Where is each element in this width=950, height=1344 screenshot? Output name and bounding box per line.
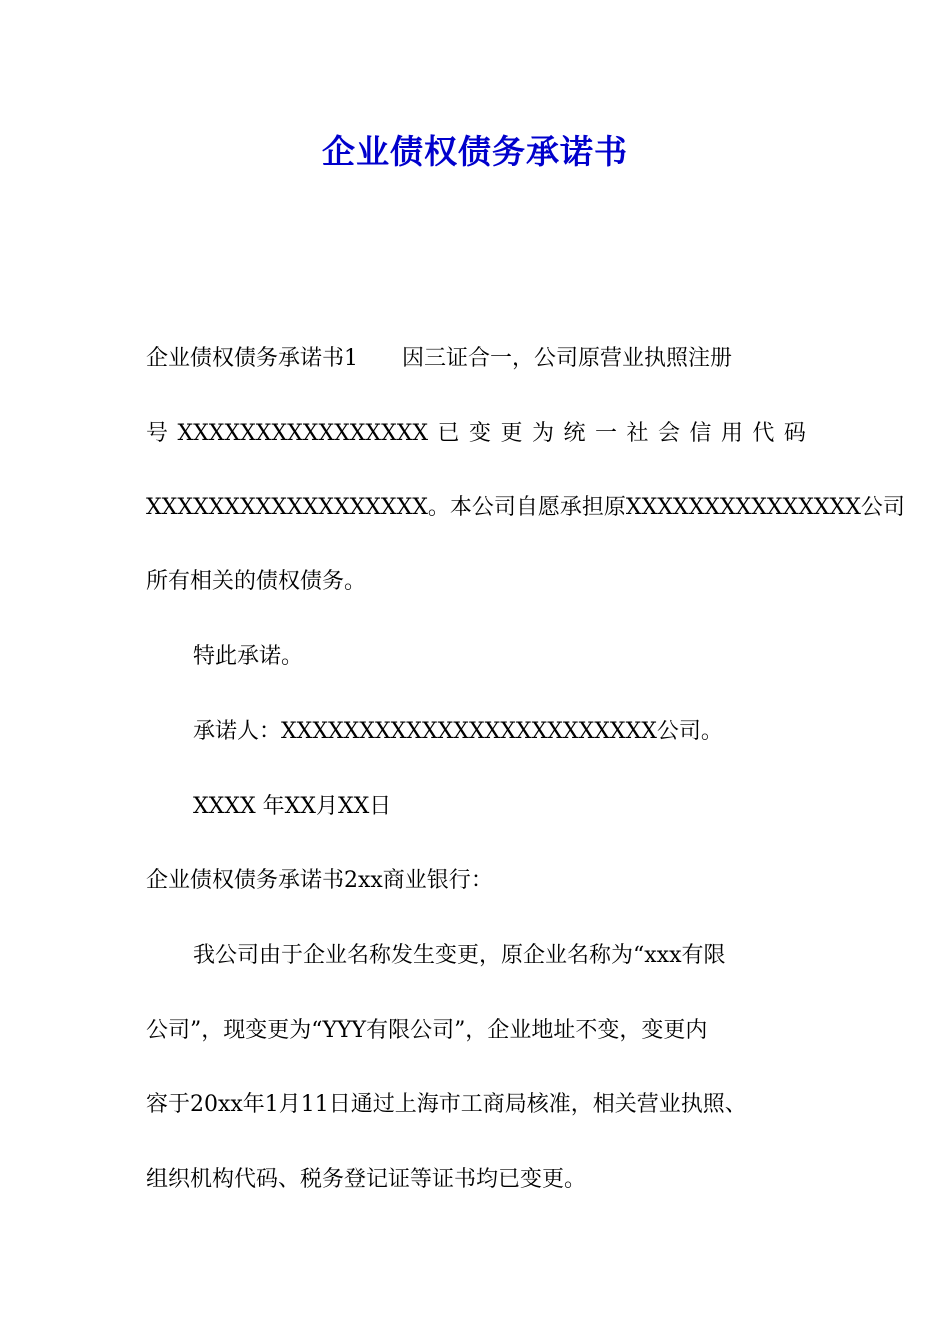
paragraph-line-11: 容于20xx年1月11日通过上海市工商局核准，相关营业执照、 <box>146 1092 747 1117</box>
document-title: 企业债权债务承诺书 <box>322 132 628 171</box>
line-2-word: 社 <box>626 421 649 446</box>
line-2-word: 用 <box>720 421 743 446</box>
paragraph-line-1: 企业债权债务承诺书1 因三证合一，公司原营业执照注册 <box>146 346 732 371</box>
line-2-word: 号 <box>146 421 169 446</box>
line-2-word: 代 <box>752 421 775 446</box>
date-line: XXXX 年XX月XX日 <box>193 794 392 819</box>
paragraph-line-2 <box>146 418 806 450</box>
line-2-word: XXXXXXXXXXXXXXXX <box>177 421 429 446</box>
line-2-word: 统 <box>563 421 586 446</box>
line-2-word: 码 <box>783 421 806 446</box>
line-2-word: 更 <box>500 421 523 446</box>
line-2-word: 会 <box>657 421 680 446</box>
line-2-word: 信 <box>689 421 712 446</box>
second-letter-heading: 企业债权债务承诺书2xx商业银行： <box>146 868 493 893</box>
line-2-word: 一 <box>594 421 617 446</box>
promisor-line: 承诺人：XXXXXXXXXXXXXXXXXXXXXXXX公司。 <box>193 719 723 744</box>
paragraph-line-10: 公司”，现变更为“YYY有限公司”，企业地址不变，变更内 <box>146 1018 708 1043</box>
line-2-word: 已 <box>437 421 460 446</box>
line-2-word: 为 <box>532 421 555 446</box>
paragraph-line-9: 我公司由于企业名称发生变更，原企业名称为“xxx有限 <box>193 943 726 968</box>
line-2-word: 变 <box>469 421 492 446</box>
paragraph-line-12: 组织机构代码、税务登记证等证书均已变更。 <box>146 1167 587 1192</box>
paragraph-line-4: 所有相关的债权债务。 <box>146 569 367 594</box>
closing-statement: 特此承诺。 <box>193 644 304 669</box>
paragraph-line-3: XXXXXXXXXXXXXXXXXX。本公司自愿承担原XXXXXXXXXXXXXXX公司 <box>146 495 905 520</box>
